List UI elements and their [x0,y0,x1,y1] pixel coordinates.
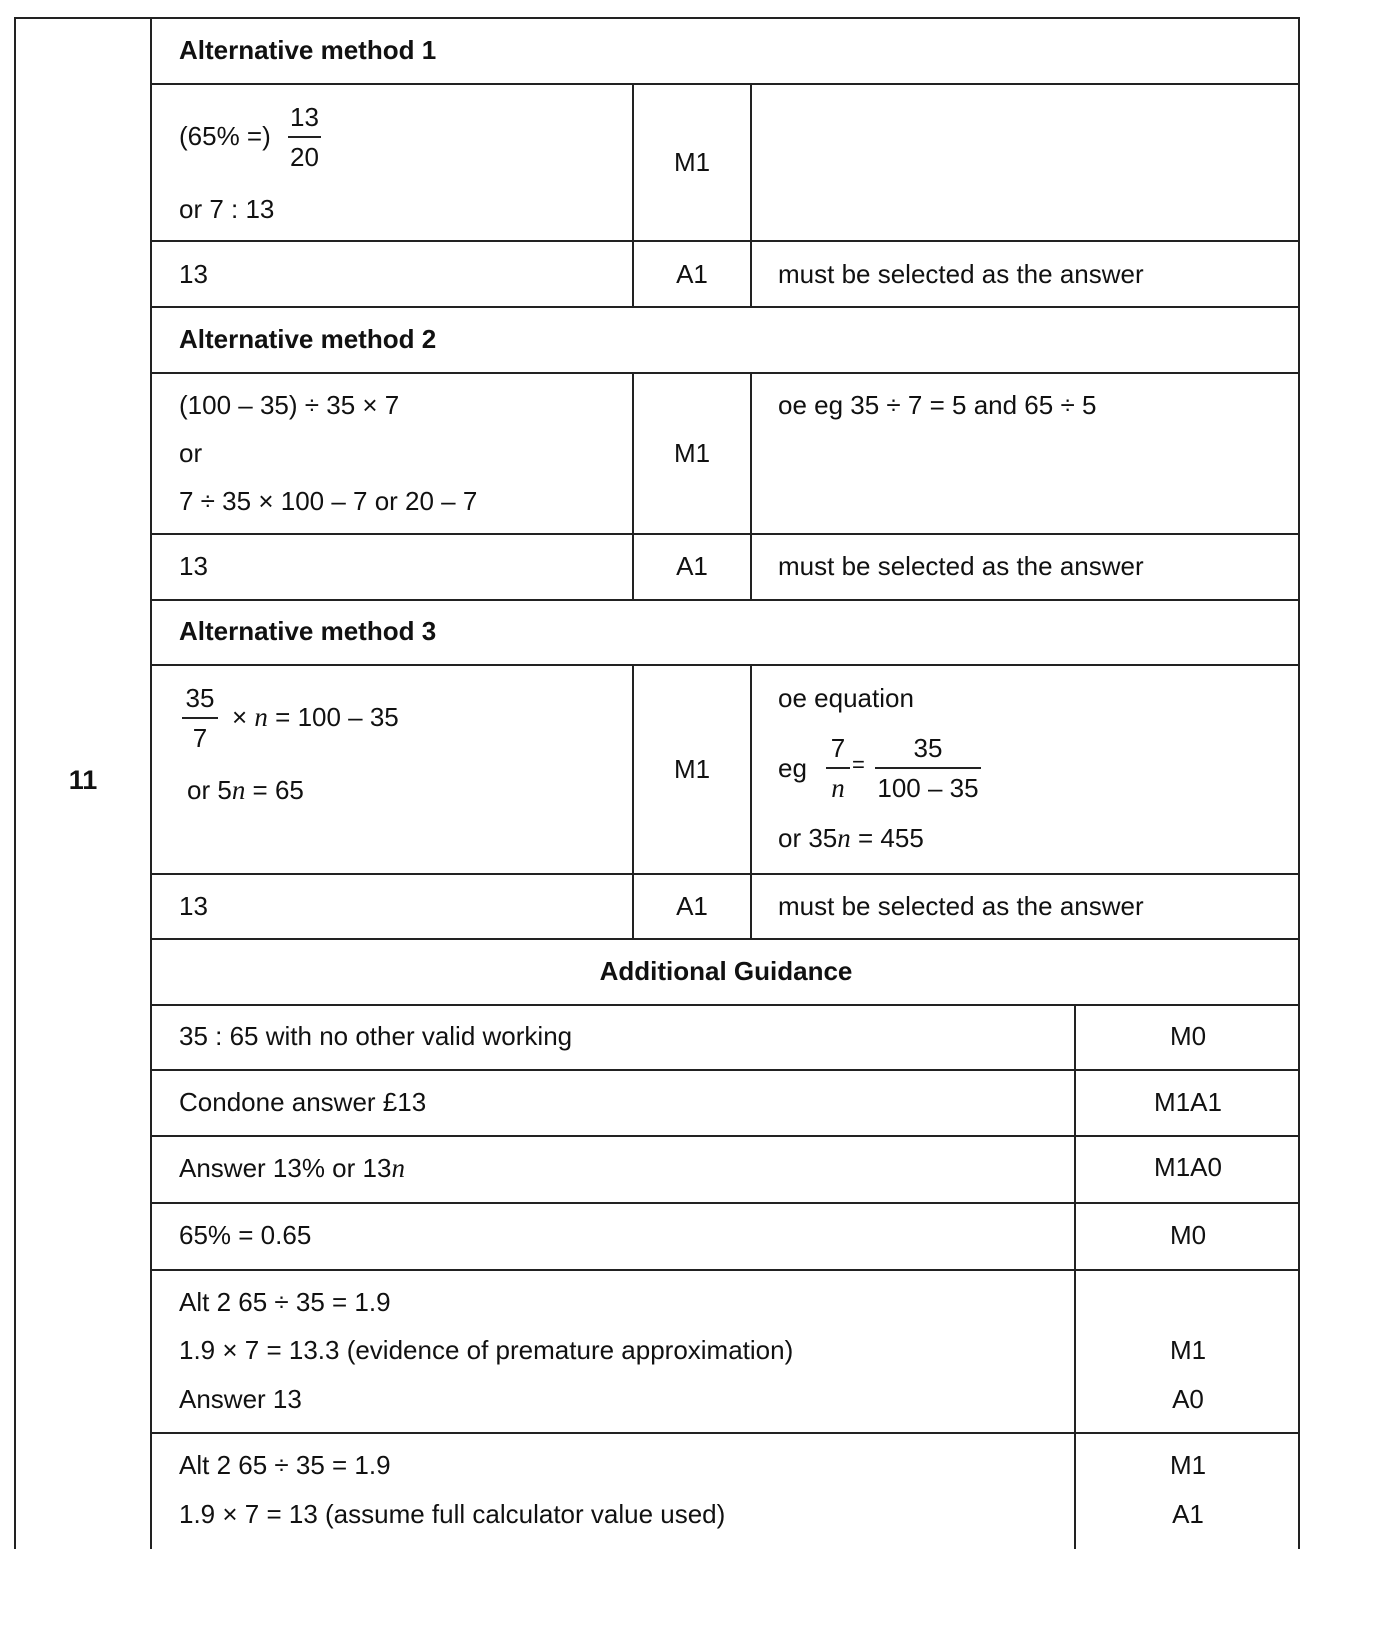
row-divider [152,1004,1300,1006]
guidance-row6-mark2: A1 [1172,1499,1204,1529]
alt2-m1-line1: (100 – 35) ÷ 35 × 7 [179,390,400,420]
alt3-m1-or-line [187,777,304,804]
alt1-m1-line2: or 7 : 13 [179,194,275,224]
alt1-heading: Alternative method 1 [179,35,437,65]
guidance-row-mark: M0 [1169,1220,1207,1250]
alt3-comment-fraction-2 [875,735,981,801]
guidance-row5-mark2: M1 [1169,1335,1207,1365]
row-divider [152,1202,1300,1204]
alt3-a1-comment: must be selected as the answer [778,891,1144,921]
fraction-numerator: 13 [288,104,321,138]
row-divider [152,533,1300,535]
fraction-denominator: 7 [192,723,208,753]
guidance-row5-mark3: A0 [1172,1384,1204,1414]
alt3-comment-equals: = [852,752,865,777]
question-number: 11 [68,765,98,795]
alt3-m1-fraction [182,685,218,751]
alt1-a1-comment: must be selected as the answer [778,259,1144,289]
equation-rest: = 100 – 35 [275,702,399,732]
guidance-row-text [179,1155,405,1182]
column-divider [750,83,752,306]
alt2-m1-comment: oe eg 35 ÷ 7 = 5 and 65 ÷ 5 [778,390,1097,420]
alt3-comment-eg: eg [778,753,807,783]
guidance-row-mark: M0 [1169,1021,1207,1051]
alt2-m1-mark: M1 [673,438,711,468]
or-prefix: or 35 [778,823,838,853]
alt1-m1-fraction [288,104,321,170]
guidance-row6-line2: 1.9 × 7 = 13 (assume full calculator value used) [179,1499,726,1529]
or-rest: = 65 [245,775,304,805]
guidance-row5-line2: 1.9 × 7 = 13.3 (evidence of premature approximation) [179,1335,794,1365]
fraction-denominator: 100 – 35 [877,773,979,803]
guidance-heading: Additional Guidance [599,956,853,986]
row-divider [152,306,1300,308]
guidance-row5-line1: Alt 2 65 ÷ 35 = 1.9 [179,1287,391,1317]
alt2-a1-answer: 13 [179,551,208,581]
row-divider [152,1135,1300,1137]
alt2-a1-comment: must be selected as the answer [778,551,1144,581]
fraction-denominator: n [831,773,845,803]
row-divider [152,240,1300,242]
fraction-numerator: 35 [875,735,981,769]
row-divider [152,873,1300,875]
alt2-a1-mark: A1 [676,551,708,581]
row-divider [152,83,1300,85]
row-divider [152,599,1300,601]
or-rest: = 455 [850,823,924,853]
guidance-row6-mark1: M1 [1169,1450,1207,1480]
row-divider [152,1069,1300,1071]
guidance-row-mark: M1A0 [1154,1152,1222,1182]
guidance-row-text: 65% = 0.65 [179,1220,312,1250]
guidance-row-mark: M1A1 [1154,1087,1222,1117]
alt3-heading: Alternative method 3 [179,616,437,646]
alt3-comment-line1: oe equation [778,683,914,713]
variable-n: n [254,702,268,732]
guidance-row5-line3: Answer 13 [179,1384,302,1414]
fraction-numerator: 7 [826,735,850,769]
guidance-text-prefix: Answer 13% or 13 [179,1153,392,1183]
row-divider [152,1269,1300,1271]
variable-n: n [231,775,246,805]
variable-n: n [391,1153,405,1183]
alt3-a1-mark: A1 [676,891,708,921]
alt3-comment-or-line [778,825,924,852]
variable-n: n [837,823,851,853]
row-divider [152,372,1300,374]
alt3-m1-equation [232,704,399,731]
row-divider [152,1432,1300,1434]
alt2-heading: Alternative method 2 [179,324,437,354]
times-sign: × [232,702,248,732]
alt3-comment-fraction-1 [826,735,850,802]
guidance-row-text: 35 : 65 with no other valid working [179,1021,573,1051]
column-divider [750,372,752,599]
alt3-m1-mark: M1 [673,754,711,784]
alt1-m1-mark: M1 [673,147,711,177]
row-divider [152,664,1300,666]
or-prefix: or 5 [187,775,232,805]
alt2-m1-line3: 7 ÷ 35 × 100 – 7 or 20 – 7 [179,486,478,516]
row-divider [152,938,1300,940]
alt1-a1-mark: A1 [676,259,708,289]
guidance-row6-line1: Alt 2 65 ÷ 35 = 1.9 [179,1450,391,1480]
alt3-a1-answer: 13 [179,891,208,921]
guidance-row-text: Condone answer £13 [179,1087,427,1117]
alt1-m1-prefix: (65% =) [179,121,271,151]
alt2-m1-line2: or [179,438,203,468]
fraction-denominator: 20 [290,142,319,172]
alt1-a1-answer: 13 [179,259,208,289]
fraction-numerator: 35 [182,685,218,719]
column-divider [750,664,752,938]
